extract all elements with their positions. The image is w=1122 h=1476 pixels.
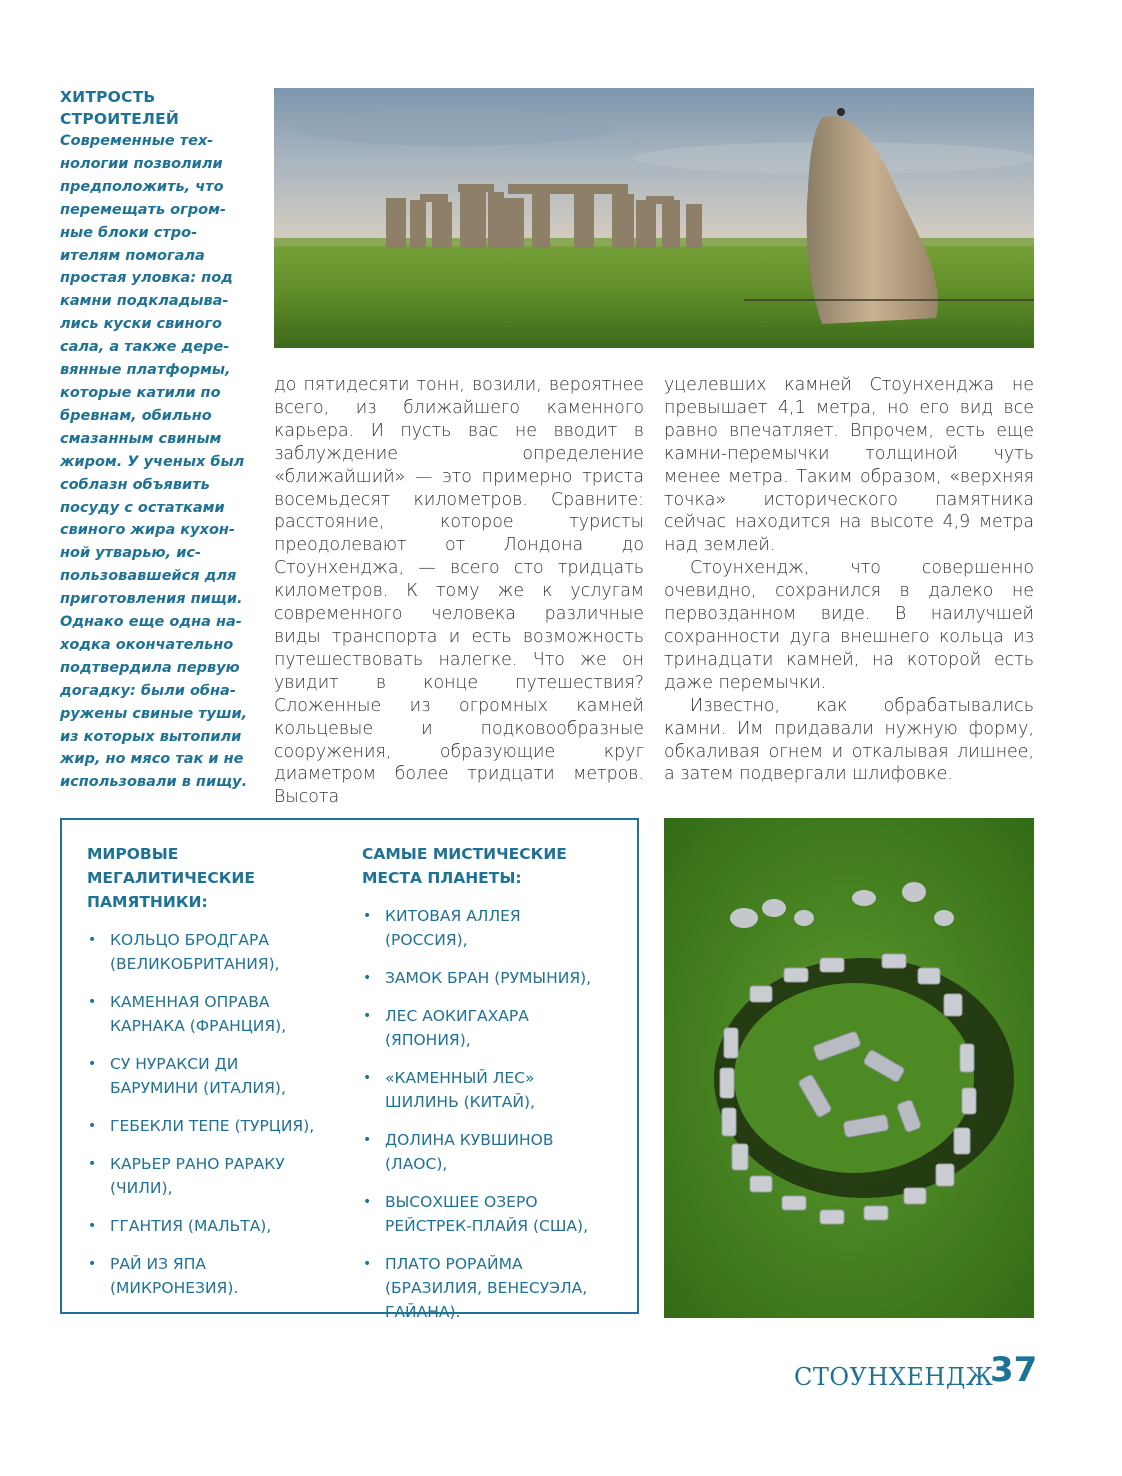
list-item-line: (ЛАОС), <box>385 1155 448 1173</box>
box-title-line: МЕГАЛИТИЧЕСКИЕ <box>87 869 255 887</box>
sidebar-text <box>60 130 256 794</box>
list-item-line: • ЗАМОК БРАН (РУМЫНИЯ), <box>385 969 592 987</box>
mystic-places-column <box>362 842 632 1338</box>
sidebar-text-line: жир, но мясо так и не <box>60 751 244 768</box>
box-title-line: МИРОВЫЕ <box>87 845 179 863</box>
megaliths-list <box>87 928 337 1300</box>
sidebar-text-line: простая уловка: под <box>60 270 233 287</box>
list-item <box>87 990 337 1038</box>
list-item <box>87 1052 337 1100</box>
list-item-line: • КОЛЬЦО БРОДГАРА <box>110 931 269 949</box>
sidebar-text-line: сала, а также дере- <box>60 339 230 356</box>
list-item-line: • КИТОВАЯ АЛЛЕЯ <box>385 907 521 925</box>
list-item-line: • СУ НУРАКСИ ДИ <box>110 1055 239 1073</box>
list-item-line: (ЧИЛИ), <box>110 1179 173 1197</box>
list-item-line: (МИКРОНЕЗИЯ). <box>110 1279 239 1297</box>
box-title-line: САМЫЕ МИСТИЧЕСКИЕ <box>362 845 567 863</box>
list-item-line: ШИЛИНЬ (КИТАЙ), <box>385 1093 535 1111</box>
sidebar-text-line: ружены свиные туши, <box>60 705 248 722</box>
list-item-line: • ДОЛИНА КУВШИНОВ <box>385 1131 554 1149</box>
sidebar-text-line: посуду с остатками <box>60 499 225 516</box>
megaliths-title <box>87 842 337 914</box>
list-item-line: (ЯПОНИЯ), <box>385 1031 471 1049</box>
sidebar-text-line: ителям помогала <box>60 247 205 264</box>
article-paragraph: Стоунхендж, что совершенно очевидно, сохранился в далеко не первозданном виде. В наилучшей сохранности дуга внешнего кольца из тринадцати камней, на которой есть даже перемычки. <box>664 558 1034 693</box>
sidebar-text-line: соблазн объявить <box>60 476 210 493</box>
sidebar-text-line: ходка окончательно <box>60 636 234 653</box>
sidebar-text-line: которые катили по <box>60 384 221 401</box>
mystic-places-list <box>362 904 632 1324</box>
sidebar-text-line: подтвердила первую <box>60 659 240 676</box>
sidebar-text-line: вянные платформы, <box>60 362 231 379</box>
article-column-1 <box>274 374 644 809</box>
sidebar-text-line: из которых вытопили <box>60 728 242 745</box>
sidebar-text-line: использовали в пищу. <box>60 774 248 791</box>
sidebar-text-line: Современные тех- <box>60 133 214 149</box>
list-item-line: • ВЫСОХШЕЕ ОЗЕРО <box>385 1193 538 1211</box>
sidebar-text-line: камни подкладыва- <box>60 293 229 310</box>
sidebar-note <box>60 86 256 794</box>
sidebar-title-line2: СТРОИТЕЛЕЙ <box>60 110 180 128</box>
stonehenge-photo <box>274 88 1034 348</box>
article-paragraph: Известно, как обрабатывались камни. Им придавали нужную форму, обкаливая огнем и откалывая лишнее, а затем подвергали шлифовке. <box>664 695 1034 785</box>
list-item <box>362 1066 632 1114</box>
list-item <box>87 1214 337 1238</box>
list-item-line: • КАМЕННАЯ ОПРАВА <box>110 993 270 1011</box>
list-item-line: РЕЙСТРЕК-ПЛАЙЯ (США), <box>385 1217 588 1235</box>
list-item-line: • «КАМЕННЫЙ ЛЕС» <box>385 1069 535 1087</box>
list-item-line: ГАЙАНА). <box>385 1303 461 1321</box>
list-item-line: • КАРЬЕР РАНО РАРАКУ <box>110 1155 285 1173</box>
sidebar-text-line: приготовления пищи. <box>60 591 243 608</box>
list-item <box>362 904 632 952</box>
sidebar-text-line: свиного жира кухон- <box>60 522 235 539</box>
list-item <box>87 928 337 976</box>
list-item-line: БАРУМИНИ (ИТАЛИЯ), <box>110 1079 286 1097</box>
box-title-line: ПАМЯТНИКИ: <box>87 893 208 911</box>
page-number: 37 <box>990 1350 1038 1390</box>
sidebar-text-line: ной утварью, ис- <box>60 545 201 562</box>
sidebar-text-line: догадку: были обна- <box>60 682 236 699</box>
list-item-line: (ВЕЛИКОБРИТАНИЯ), <box>110 955 280 973</box>
list-item <box>87 1152 337 1200</box>
list-item <box>87 1114 337 1138</box>
list-item-line: (БРАЗИЛИЯ, ВЕНЕСУЭЛА, <box>385 1279 588 1297</box>
sidebar-text-line: предположить, что <box>60 178 224 195</box>
list-item <box>362 1004 632 1052</box>
section-title: СТОУНХЕНДЖ <box>794 1363 994 1391</box>
list-item <box>362 1252 632 1324</box>
megalith-infobox <box>60 818 639 1321</box>
megaliths-column <box>87 842 337 1314</box>
list-item-line: • РАЙ ИЗ ЯПА <box>110 1255 206 1273</box>
list-item-line: • ГГАНТИЯ (МАЛЬТА), <box>110 1217 272 1235</box>
list-item-line: • ГЕБЕКЛИ ТЕПЕ (ТУРЦИЯ), <box>110 1117 315 1135</box>
sidebar-text-line: нологии позволили <box>60 155 223 172</box>
stonehenge-aerial-photo <box>664 818 1034 1318</box>
article-paragraph: уцелевших камней Стоунхенджа не превышает 4,1 метра, но его вид все равно впечатляет. Впрочем, есть еще камни-перемычки толщиной чуть менее метра. Таким образом, «верхняя точка» исторического памятника сейчас находится на высоте 4,9 метра над землей. <box>664 375 1034 556</box>
sidebar-text-line: ные блоки стро- <box>60 224 198 241</box>
article-column-2 <box>664 374 1034 786</box>
sidebar-text-line: жиром. У ученых был <box>60 453 245 470</box>
sidebar-title-line1: ХИТРОСТЬ <box>60 88 156 106</box>
sidebar-text-line: бревнам, обильно <box>60 407 212 424</box>
list-item <box>362 1128 632 1176</box>
list-item-line: • ЛЕС АОКИГАХАРА <box>385 1007 529 1025</box>
list-item <box>87 1252 337 1300</box>
list-item <box>362 1190 632 1238</box>
sidebar-text-line: лись куски свиного <box>60 316 222 333</box>
sidebar-text-line: пользовавшейся для <box>60 568 237 585</box>
sidebar-text-line: смазанным свиным <box>60 430 222 447</box>
list-item-line: (РОССИЯ), <box>385 931 468 949</box>
list-item-line: • ПЛАТО РОРАЙМА <box>385 1255 523 1273</box>
sidebar-text-line: перемещать огром- <box>60 201 226 218</box>
mystic-places-title <box>362 842 632 890</box>
list-item <box>362 966 632 990</box>
sidebar-text-line: Однако еще одна на- <box>60 614 242 631</box>
article-paragraph: до пятидесяти тонн, возили, вероятнее всего, из ближайшего каменного карьера. И пусть вас не вводит в заблуждение определение «ближайший» — это примерно триста восемьдесят километров. Сравните: расстояние, которое туристы преодолевают от Лондона до Стоунхенджа, — всего сто тридцать километров. К тому же к услугам современного человека различные виды транспорта и есть возможность путешествовать налегке. Что же он увидит в конце путешествия? Сложенные из огромных камней кольцевые и подковообразные сооружения, образующие круг диаметром более тридцати метров. Высота <box>274 375 644 808</box>
box-title-line: МЕСТА ПЛАНЕТЫ: <box>362 869 522 887</box>
list-item-line: КАРНАКА (ФРАНЦИЯ), <box>110 1017 287 1035</box>
